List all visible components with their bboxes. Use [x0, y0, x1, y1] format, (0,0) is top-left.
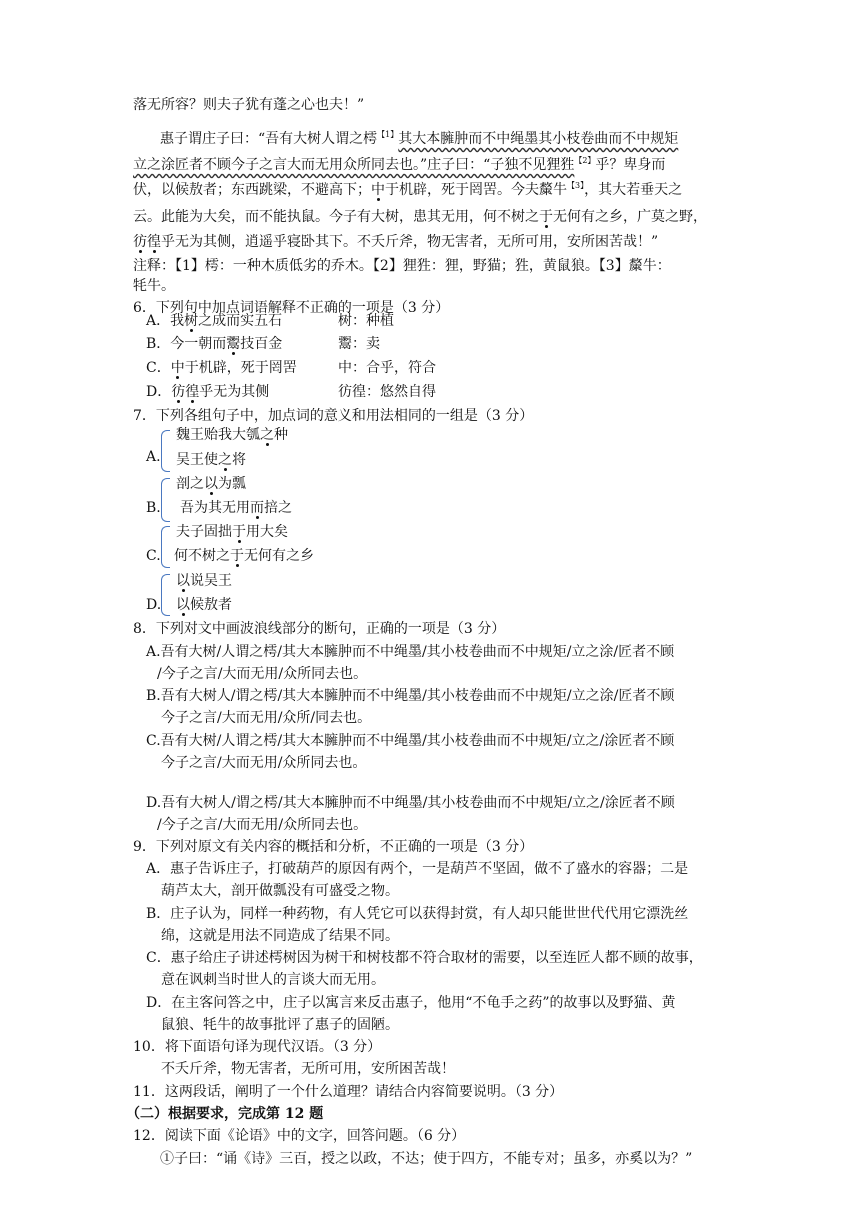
dotted-char: 以	[176, 573, 190, 589]
option-6b: B．今一朝而鬻技百金	[146, 336, 283, 352]
option-7c-label: C.	[146, 548, 161, 564]
question-11-stem: 11．这两段话，阐明了一个什么道理？请结合内容简要说明。（3 分）	[133, 1084, 564, 1100]
question-8-stem: 8．下列对文中画波浪线部分的断句，正确的一项是（3 分）	[133, 621, 506, 637]
question-10-text: 不夭斤斧，物无害者，无所可用，安所困苦哉！	[161, 1061, 455, 1077]
option-7a-label: A.	[146, 449, 161, 465]
option-8d-cont: /今子之言/大而无用/众所同去也。	[157, 817, 368, 833]
dotted-char: 于	[232, 524, 246, 540]
question-9-stem: 9．下列对原文有关内容的概括和分析，不正确的一项是（3 分）	[133, 839, 534, 855]
notes-line: 注释：【1】樗：一种木质低劣的乔木。【2】狸狌：狸，野猫；狌，黄鼠狼。【3】斄牛：	[133, 258, 671, 274]
option-9b: B．庄子认为，同样一种药物，有人凭它可以获得封赏，有人却只能世世代代用它漂洗丝	[146, 906, 689, 922]
passage-line: 伏，以候敖者；东西跳梁，不避高下；中于机辟，死于罔罟。今夫斄牛$^{【3】}$，其大若垂天之	[133, 181, 683, 198]
option-6c: C．中于机辟，死于罔罟	[146, 360, 297, 376]
option-6a-answer: 树：种植	[338, 313, 394, 329]
dotted-char: 于	[539, 209, 553, 225]
option-9a: A．惠子告诉庄子，打破葫芦的原因有两个，一是葫芦不坚固，做不了盛水的容器；二是	[146, 861, 689, 877]
dotted-char: 彷	[171, 384, 186, 400]
option-7b-2: 吾为其无用而掊之	[180, 500, 292, 516]
dotted-char: 于	[230, 548, 244, 564]
wavy-text: 其大本臃肿而不中绳墨其小枝卷曲而不中规矩	[398, 131, 679, 147]
option-9b-cont: 绵，这就是用法不同造成了结果不同。	[161, 928, 399, 944]
option-7a-2: 吴王使之将	[176, 452, 246, 468]
dotted-char: 彷	[133, 234, 147, 250]
option-7d-label: D.	[146, 597, 162, 613]
brace-7d	[161, 574, 170, 616]
option-7b-1: 剖之以为瓢	[176, 476, 246, 492]
passage-line: 彷徨乎无为其侧，逍遥乎寝卧其下。不夭斤斧，物无害者，无所可用，安所困苦哉！”	[133, 234, 659, 250]
option-8a-cont: /今子之言/大而无用/众所同去也。	[157, 666, 368, 682]
option-9a-cont: 葫芦太大，剖开做瓢没有可盛受之物。	[161, 883, 399, 899]
note-mark: 【3】	[567, 181, 585, 190]
option-7c-2: 何不树之于无何有之乡	[174, 548, 314, 564]
option-6b-answer: 鬻：卖	[338, 336, 380, 352]
question-7-stem: 7．下列各组句子中，加点词的意义和用法相同的一组是（3 分）	[133, 408, 534, 424]
option-9d-cont: 鼠狼、牦牛的故事批评了惠子的固陋。	[161, 1017, 399, 1033]
option-9c: C．惠子给庄子讲述樗树因为树干和树枝都不符合取材的需要，以至连匠人都不顾的故事，	[146, 950, 703, 966]
option-6d: D．彷徨乎无为其侧	[146, 384, 270, 400]
dotted-char: 以	[176, 597, 190, 613]
question-12-stem: 12．阅读下面《论语》中的文字，回答问题。（6 分）	[133, 1128, 466, 1144]
dotted-char: 鬻	[226, 336, 241, 352]
passage-line: 云。此能为大矣，而不能执鼠。今子有大树，患其无用，何不树之于无何有之乡，广莫之野，	[133, 209, 707, 225]
option-7a-1: 魏王贻我大瓠之种	[176, 427, 288, 443]
option-6c-answer: 中：合乎，符合	[338, 360, 436, 376]
option-8c-cont: 今子之言/大而无用/众所同去也。	[161, 755, 367, 771]
dotted-char: 徨	[185, 384, 200, 400]
dotted-char: 之	[260, 427, 274, 443]
option-8d: D.吾有大树人/谓之樗/其大本臃肿而不中绳墨/其小枝卷曲而不中规矩/立之/涂匠者不顾	[146, 795, 675, 811]
option-6a: A．我树之成而实五石	[146, 313, 283, 329]
question-12-item: ①子曰：“诵《诗》三百，授之以政，不达；使于四方，不能专对；虽多，亦奚以为？”	[160, 1151, 693, 1167]
passage-line: 落无所容？则夫子犹有蓬之心也夫！”	[133, 97, 365, 113]
option-8a: A.吾有大树/人谓之樗/其大本臃肿而不中绳墨/其小枝卷曲而不中规矩/立之涂/匠者不顾	[146, 644, 675, 660]
wavy-text: 立之涂匠者不顾今子之言大而无用众所同去也。”庄子曰：“子独不见狸狌	[133, 157, 575, 173]
option-7b-label: B.	[146, 500, 161, 516]
dotted-char: 而	[250, 500, 264, 516]
brace-7b	[161, 478, 170, 522]
option-9c-cont: 意在讽刺当时世人的言谈大而无用。	[161, 972, 385, 988]
option-8c: C.吾有大树/人谓之樗/其大本臃肿而不中绳墨/其小枝卷曲而不中规矩/立之/涂匠者不顾	[146, 733, 675, 749]
brace-7a	[161, 430, 170, 472]
option-7d-2: 以候敖者	[176, 597, 232, 613]
dotted-char: 中	[170, 360, 185, 376]
question-10-stem: 10．将下面语句译为现代汉语。（3 分）	[133, 1039, 382, 1055]
dotted-char: 以	[204, 476, 218, 492]
notes-line: 牦牛。	[133, 278, 175, 294]
passage-line: 惠子谓庄子曰：“吾有大树人谓之樗$^{【1】}$其大本臃肿而不中绳墨其小枝卷曲而不中规矩	[160, 130, 679, 147]
note-mark: 【2】	[574, 156, 596, 165]
question-6-stem: 6．下列句中加点词语解释不正确的一项是（3 分）	[133, 300, 450, 316]
dotted-char: 徨	[147, 234, 161, 250]
dotted-char: 中	[371, 182, 385, 198]
section-heading: （二）根据要求，完成第 12 题	[126, 1106, 324, 1122]
dotted-char: 树	[184, 313, 199, 329]
brace-7c	[161, 526, 170, 568]
dotted-char: 之	[218, 452, 232, 468]
note-mark: 【1】	[377, 130, 399, 139]
option-7c-1: 夫子固拙于用大矣	[176, 524, 288, 540]
option-6d-answer: 彷徨：悠然自得	[338, 384, 436, 400]
option-8b-cont: 今子之言/大而无用/众所/同去也。	[161, 710, 372, 726]
option-9d: D．在主客问答之中，庄子以寓言来反击惠子，他用“不龟手之药”的故事以及野猫、黄	[146, 995, 676, 1011]
passage-line: 立之涂匠者不顾今子之言大而无用众所同去也。”庄子曰：“子独不见狸狌$^{【2】}$乎？卑身而	[133, 156, 666, 173]
option-7d-1: 以说吴王	[176, 573, 232, 589]
option-8b: B.吾有大树人/谓之樗/其大本臃肿而不中绳墨/其小枝卷曲而不中规矩/立之涂/匠者不顾	[146, 688, 675, 704]
